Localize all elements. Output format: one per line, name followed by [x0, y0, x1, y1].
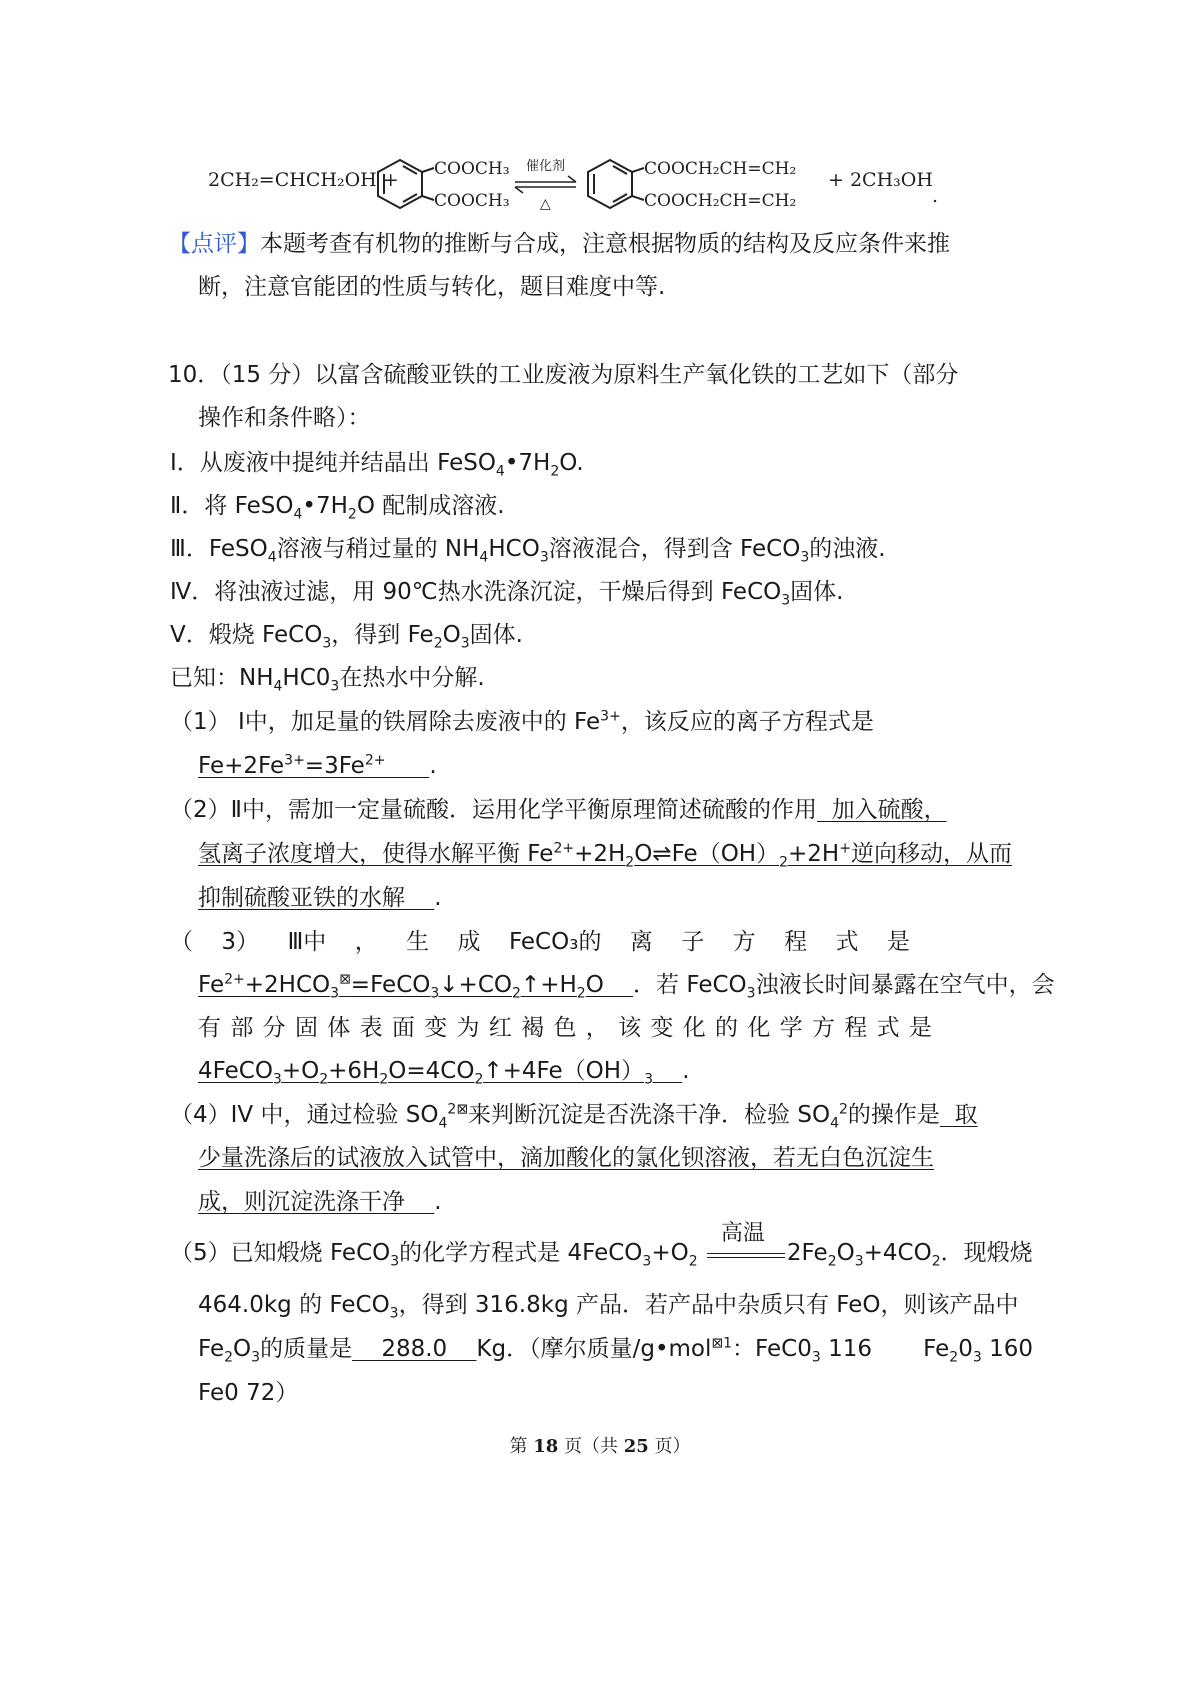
- step-5: V．煅烧 FeCO$_3$，得到 $Fe_2O_3$固体.: [170, 622, 523, 652]
- part-4-answer-line-2: 少量洗涤后的试液放入试管中，滴加酸化的氯化钡溶液，若无白色沉淀生: [198, 1145, 934, 1171]
- known-condition: 已知：$NH_4HC0_3$在热水中分解.: [170, 665, 485, 695]
- comment-tag: 【点评】: [168, 231, 260, 257]
- part-5-line-4: Fe0 72）: [198, 1380, 299, 1406]
- q10-line-1: 10．（15 分）以富含硫酸亚铁的工业废液为原料生产氧化铁的工艺如下（部分: [168, 362, 959, 388]
- comment-line-1: [168, 229, 950, 259]
- part-3-question-line-2: 有 部 分 固 体 表 面 变 为 红 褐 色 ， 该 变 化 的 化 学 方 程 式 是: [198, 1015, 932, 1041]
- product-ester-top: COOCH₂CH=CH₂: [644, 159, 797, 179]
- step-1: Ⅰ．从废液中提纯并结晶出 $FeSO_4•7H_2O$.: [170, 450, 584, 480]
- part-3-answer-line-1: $Fe^{2+}+2HCO_3^⊠=FeCO_3↓+CO_2↑+H_2O$ ．若 FeCO$_3$浊液长时间暴露在空气中，会: [198, 971, 1055, 1002]
- page-footer: 第 18 页（共 25 页）: [509, 1436, 691, 1457]
- part-5-line-2: 464.0kg 的 FeCO$_3$，得到 316.8kg 产品．若产品中杂质只有 FeO，则该产品中: [198, 1292, 1019, 1322]
- part-1-answer: $Fe+2Fe^{3+}=3Fe^{2+}$: [198, 752, 386, 779]
- reaction-product-methanol: + 2CH₃OH: [828, 169, 933, 191]
- reversible-arrow-icon: [515, 176, 576, 193]
- part-4-question: （4）IV 中，通过检验 $SO_4^{2⊠}$来判断沉淀是否洗涤干净．检验 $SO_4^2$的操作是 取: [170, 1101, 978, 1132]
- reactant-ester-bottom: COOCH₃: [434, 191, 510, 211]
- reaction-condition-high-temp: 高温: [707, 1239, 785, 1269]
- reaction-reactant-allyl-alcohol: 2CH₂=CHCH₂OH +: [208, 169, 399, 191]
- part-3-answer-line-2: $4FeCO_3+O_2+6H_2O=4CO_2↑+4Fe(OH)_3$ .: [198, 1058, 690, 1088]
- part-3-ionic-equation: $Fe^{2+}+2HCO_3^⊠=FeCO_3↓+CO_2↑+H_2O$: [198, 971, 634, 1002]
- reactant-ester-top: COOCH₃: [434, 159, 510, 179]
- esterification-reaction-equation: [208, 150, 1038, 228]
- reaction-end-mark: .: [932, 185, 939, 207]
- heat-label: △: [540, 196, 551, 212]
- part-2-answer-line-3: 抑制硫酸亚铁的水解 .: [198, 885, 442, 911]
- current-page-number: 18: [533, 1436, 559, 1457]
- comment-text: 本题考查有机物的推断与合成，注意根据物质的结构及反应条件来推: [260, 231, 950, 257]
- comment-line-2: 断，注意官能团的性质与转化，题目难度中等.: [198, 274, 666, 300]
- catalyst-label: 催化剂: [526, 159, 566, 174]
- product-ester-bottom: COOCH₂CH=CH₂: [644, 191, 797, 211]
- part-5-line-1: （5）已知煅烧 FeCO$_3$的化学方程式是 $4FeCO_3+O_2$ 高温 $2Fe_2O_3+4CO_2$．现煅烧: [170, 1220, 1033, 1270]
- part-5-answer: 288.0: [352, 1336, 477, 1362]
- q10-line-2: 操作和条件略）：: [198, 405, 371, 431]
- part-1-question: （1） Ⅰ中，加足量的铁屑除去废液中的 $Fe^{3+}$，该反应的离子方程式是: [170, 708, 874, 735]
- part-3-question-line-1: （ 3） Ⅲ中 ， 生 成 FeCO₃的 离 子 方 程 式 是: [170, 929, 910, 955]
- benzene-ring-icon: [588, 160, 644, 208]
- step-3: Ⅲ．FeSO$_4$溶液与稍过量的 $NH_4HCO_3$溶液混合，得到含 FeCO$_3$的浊液.: [170, 536, 886, 566]
- part-2-answer-start: 加入硫酸，: [816, 797, 947, 823]
- part-3-chemical-equation: $4FeCO_3+O_2+6H_2O=4CO_2↑+4Fe(OH)_3$: [198, 1058, 653, 1088]
- part-1-answer-line: $Fe+2Fe^{3+}=3Fe^{2+}$ .: [198, 752, 437, 779]
- part-5-line-3: $Fe_2O_3$的质量是 288.0 Kg．（摩尔质量/g•mol$^{⊠1}$：$FeC0_3$ 116 $Fe_20_3$ 160: [198, 1335, 1033, 1366]
- total-pages: 25: [623, 1436, 649, 1457]
- step-2: Ⅱ．将 $FeSO_4•7H_2O$ 配制成溶液.: [170, 493, 505, 523]
- part-2-question: （2）Ⅱ中，需加一定量硫酸．运用化学平衡原理简述硫酸的作用 加入硫酸，: [170, 797, 947, 823]
- step-4: Ⅳ．将浊液过滤，用 90℃热水洗涤沉淀，干燥后得到 FeCO$_3$固体.: [170, 579, 844, 609]
- part-4-answer-line-3: 成，则沉淀洗涤干净 .: [198, 1189, 442, 1215]
- part-2-answer-line-2: 氢离子浓度增大，使得水解平衡 $Fe^{2+}+2H_2O\rightleftharpoons Fe(OH)_2+2H^+$逆向移动，从而: [198, 840, 1012, 871]
